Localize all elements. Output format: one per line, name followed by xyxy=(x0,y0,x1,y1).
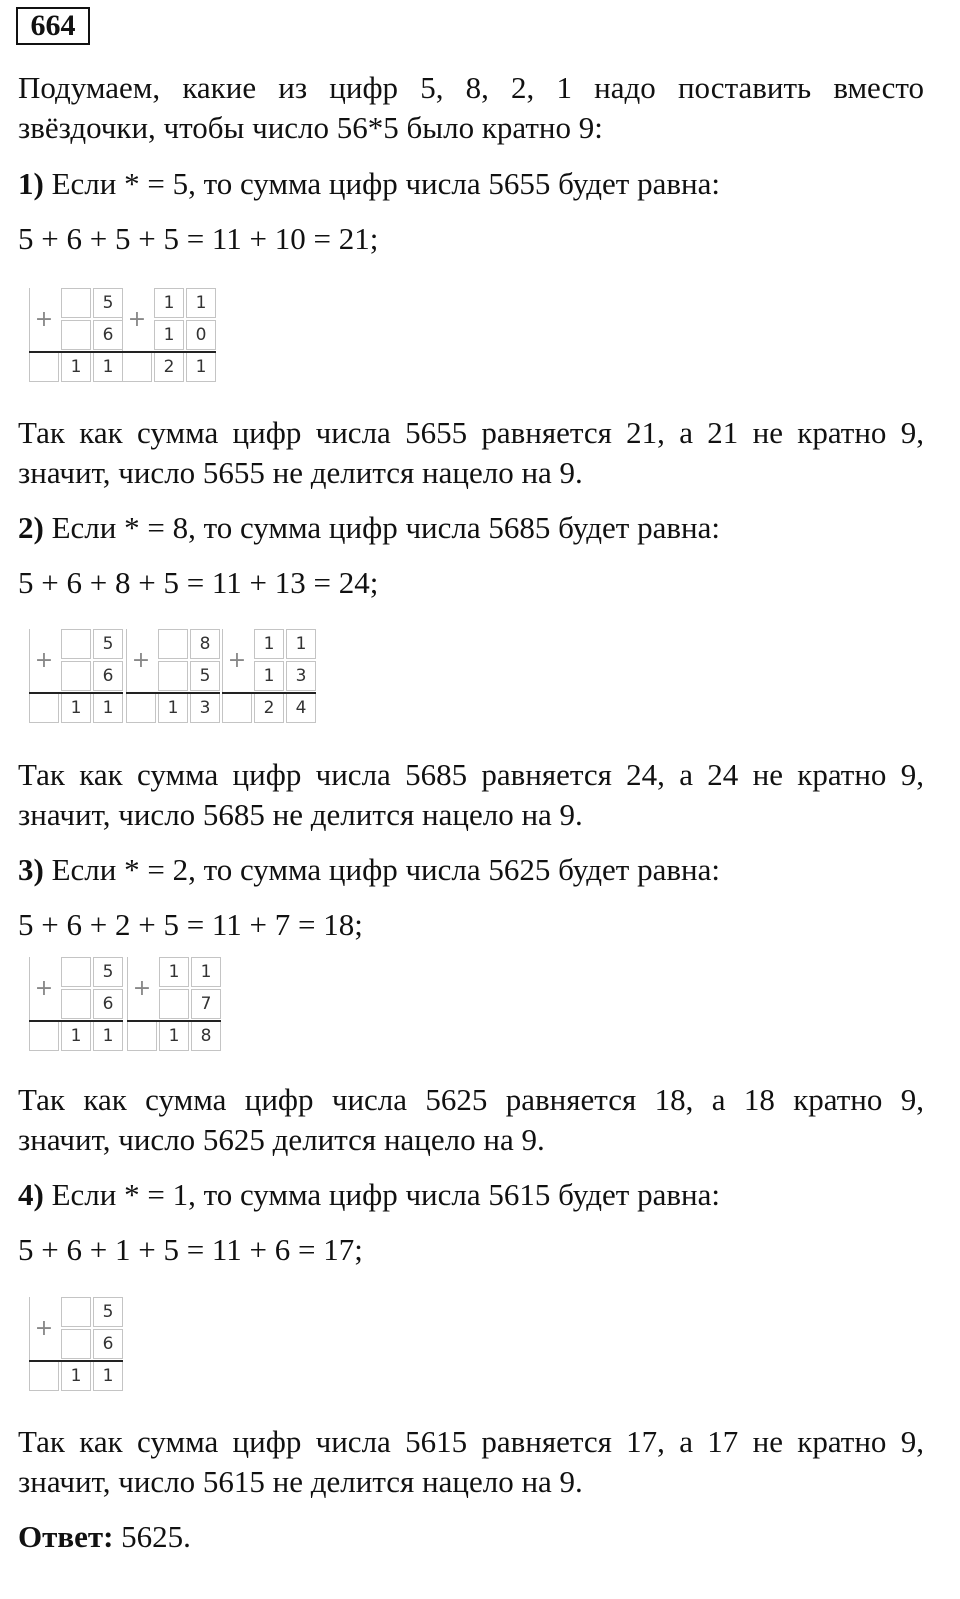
answer-value: 5625. xyxy=(121,1519,191,1554)
case-1-label: 1) xyxy=(18,166,44,201)
case-2-equation: 5 + 6 + 8 + 5 = 11 + 13 = 24; xyxy=(18,565,379,600)
sum-digit: 4 xyxy=(286,693,316,723)
case-2-label: 2) xyxy=(18,510,44,545)
addend-top-digit: 5 xyxy=(93,1297,123,1327)
case-2-conclusion-1: Так как сумма цифр числа 5685 равняется 24, а 24 не кратно 9, xyxy=(18,757,924,792)
addition-grid xyxy=(29,957,125,1053)
grid-cell-empty xyxy=(29,693,59,723)
addition-grid xyxy=(29,629,125,725)
sum-digit: 3 xyxy=(190,693,220,723)
grid-cell-empty xyxy=(29,352,59,382)
case-4-equation: 5 + 6 + 1 + 5 = 11 + 6 = 17; xyxy=(18,1232,363,1267)
grid-cell-empty xyxy=(126,693,156,723)
addend-bottom-digit xyxy=(61,1329,91,1359)
sum-line xyxy=(122,351,216,353)
grid-cell-empty xyxy=(127,1021,157,1051)
case-2-condition-text: Если * = 8, то сумма цифр числа 5685 будет равна: xyxy=(51,510,720,545)
addend-top-digit xyxy=(61,288,91,318)
addition-grid xyxy=(29,288,125,384)
grid-cell-empty xyxy=(29,1361,59,1391)
addend-top-digit xyxy=(158,629,188,659)
sum-digit: 1 xyxy=(61,1361,91,1391)
intro-line-2: звёздочки, чтобы число 56*5 было кратно 9: xyxy=(18,110,603,145)
case-1-condition xyxy=(18,164,924,204)
grid-cell-empty xyxy=(122,352,152,382)
intro-line-1: Подумаем, какие из цифр 5, 8, 2, 1 надо поставить вместо xyxy=(18,70,924,105)
plus-sign: + xyxy=(34,976,54,1001)
grid-cell-empty xyxy=(29,1021,59,1051)
addend-top-digit: 1 xyxy=(191,957,221,987)
addend-bottom-digit: 1 xyxy=(154,320,184,350)
addend-top-digit: 1 xyxy=(159,957,189,987)
sum-line xyxy=(222,692,316,694)
addend-top-digit: 1 xyxy=(186,288,216,318)
sum-digit: 1 xyxy=(93,1021,123,1051)
plus-sign: + xyxy=(227,648,247,673)
case-1-conclusion-2: значит, число 5655 не делится нацело на 9. xyxy=(18,455,583,490)
case-4-condition xyxy=(18,1175,924,1215)
case-2-conclusion-2: значит, число 5685 не делится нацело на 9. xyxy=(18,797,583,832)
sum-line xyxy=(126,692,220,694)
sum-line xyxy=(29,351,123,353)
addend-bottom-digit: 6 xyxy=(93,320,123,350)
plus-sign: + xyxy=(131,648,151,673)
addition-grid xyxy=(29,1297,125,1393)
case-1-equation: 5 + 6 + 5 + 5 = 11 + 10 = 21; xyxy=(18,221,379,256)
sum-line xyxy=(29,1020,123,1022)
addend-top-digit: 5 xyxy=(93,957,123,987)
addition-grid xyxy=(122,288,218,384)
addend-top-digit: 5 xyxy=(93,629,123,659)
addend-top-digit xyxy=(61,957,91,987)
addend-bottom-digit: 6 xyxy=(93,661,123,691)
sum-digit: 1 xyxy=(61,693,91,723)
case-4-condition-text: Если * = 1, то сумма цифр числа 5615 будет равна: xyxy=(51,1177,720,1212)
plus-sign: + xyxy=(34,307,54,332)
addend-bottom-digit: 7 xyxy=(191,989,221,1019)
addend-top-digit xyxy=(61,1297,91,1327)
case-3-equation: 5 + 6 + 2 + 5 = 11 + 7 = 18; xyxy=(18,907,363,942)
case-3-condition xyxy=(18,850,924,890)
sum-digit: 2 xyxy=(154,352,184,382)
case-4-conclusion-2: значит, число 5615 не делится нацело на 9. xyxy=(18,1464,583,1499)
plus-sign: + xyxy=(132,976,152,1001)
case-3-condition-text: Если * = 2, то сумма цифр числа 5625 будет равна: xyxy=(51,852,720,887)
sum-digit: 1 xyxy=(93,693,123,723)
case-1-conclusion-1: Так как сумма цифр числа 5655 равняется 21, а 21 не кратно 9, xyxy=(18,415,924,450)
plus-sign: + xyxy=(127,307,147,332)
addend-bottom-digit xyxy=(61,989,91,1019)
addend-bottom-digit: 6 xyxy=(93,989,123,1019)
addend-bottom-digit xyxy=(159,989,189,1019)
addend-top-digit xyxy=(61,629,91,659)
sum-line xyxy=(29,1360,123,1362)
addend-bottom-digit: 1 xyxy=(254,661,284,691)
sum-digit: 1 xyxy=(93,352,123,382)
grid-cell-empty xyxy=(222,693,252,723)
addend-bottom-digit xyxy=(61,320,91,350)
task-number: 664 xyxy=(16,7,90,45)
sum-digit: 1 xyxy=(186,352,216,382)
sum-digit: 1 xyxy=(158,693,188,723)
sum-digit: 1 xyxy=(159,1021,189,1051)
sum-digit: 8 xyxy=(191,1021,221,1051)
addend-top-digit: 5 xyxy=(93,288,123,318)
case-3-conclusion-2: значит, число 5625 делится нацело на 9. xyxy=(18,1122,545,1157)
addend-top-digit: 1 xyxy=(154,288,184,318)
case-4-conclusion-1: Так как сумма цифр числа 5615 равняется 17, а 17 не кратно 9, xyxy=(18,1424,924,1459)
addend-bottom-digit: 6 xyxy=(93,1329,123,1359)
sum-digit: 1 xyxy=(61,1021,91,1051)
case-4-label: 4) xyxy=(18,1177,44,1212)
sum-digit: 1 xyxy=(93,1361,123,1391)
sum-line xyxy=(29,692,123,694)
answer xyxy=(18,1517,924,1557)
addend-top-digit: 1 xyxy=(286,629,316,659)
sum-digit: 2 xyxy=(254,693,284,723)
addition-grid xyxy=(222,629,318,725)
case-1-condition-text: Если * = 5, то сумма цифр числа 5655 будет равна: xyxy=(51,166,720,201)
addition-grid xyxy=(126,629,222,725)
addend-bottom-digit xyxy=(61,661,91,691)
addend-bottom-digit: 0 xyxy=(186,320,216,350)
case-3-conclusion-1: Так как сумма цифр числа 5625 равняется 18, а 18 кратно 9, xyxy=(18,1082,924,1117)
addition-grid xyxy=(127,957,223,1053)
addend-top-digit: 1 xyxy=(254,629,284,659)
case-3-label: 3) xyxy=(18,852,44,887)
plus-sign: + xyxy=(34,1316,54,1341)
addend-bottom-digit: 3 xyxy=(286,661,316,691)
addend-bottom-digit xyxy=(158,661,188,691)
addend-top-digit: 8 xyxy=(190,629,220,659)
addend-bottom-digit: 5 xyxy=(190,661,220,691)
sum-digit: 1 xyxy=(61,352,91,382)
case-2-condition xyxy=(18,508,924,548)
answer-label: Ответ: xyxy=(18,1519,114,1554)
sum-line xyxy=(127,1020,221,1022)
plus-sign: + xyxy=(34,648,54,673)
